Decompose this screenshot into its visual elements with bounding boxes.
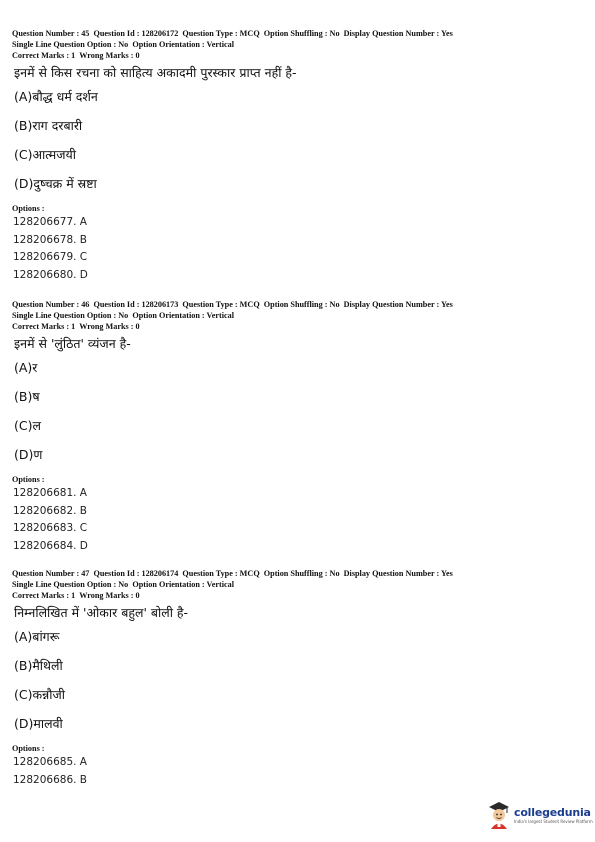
graduate-mascot-icon (488, 800, 510, 830)
question-block-46 (12, 299, 584, 555)
question-stem: इनमें से किस रचना को साहित्य अकादमी पुरस्कार प्राप्त नहीं है- (14, 65, 297, 80)
answer-option: (C)कन्नौजी (14, 687, 65, 702)
option-id: 128206680. D (13, 268, 88, 281)
answer-option: (C)आत्मजयी (14, 147, 77, 162)
option-id: 128206679. C (13, 251, 88, 263)
logo-name: collegedunia (514, 806, 591, 819)
answer-option: (C)ल (14, 418, 41, 433)
question-meta-line: Single Line Question Option : No Option Orientation : Vertical (12, 311, 234, 320)
question-meta-line: Single Line Question Option : No Option Orientation : Vertical (12, 40, 234, 49)
answer-option: (A)बौद्ध धर्म दर्शन (14, 89, 98, 104)
option-id: 128206681. A (13, 487, 87, 499)
option-id: 128206677. A (13, 216, 87, 228)
question-marks: Correct Marks : 1 Wrong Marks : 0 (12, 51, 140, 60)
answer-option: (D)दुष्चक्र में स्रष्टा (14, 176, 97, 191)
option-id: 128206686. B (13, 773, 88, 786)
collegedunia-logo[interactable] (488, 800, 593, 830)
answer-option: (D)मालवी (14, 716, 63, 731)
options-label: Options : (12, 475, 45, 484)
option-id: 128206685. A (13, 756, 87, 768)
question-meta-line: Question Number : 46 Question Id : 128206173 Question Type : MCQ Option Shuffling : No Display Question Number : Yes (12, 300, 453, 309)
option-id: 128206684. D (13, 539, 88, 552)
option-id: 128206678. B (13, 233, 88, 246)
answer-option: (D)ण (14, 447, 43, 462)
question-stem: इनमें से 'लुंठित' व्यंजन है- (14, 336, 131, 351)
options-label: Options : (12, 744, 45, 753)
spacer (12, 555, 584, 568)
question-meta-line: Question Number : 45 Question Id : 128206172 Question Type : MCQ Option Shuffling : No Display Question Number : Yes (12, 29, 453, 38)
spacer (12, 284, 584, 299)
question-paper (12, 28, 584, 789)
logo-tagline: India's largest Student Review Platform (514, 819, 593, 824)
question-stem: निम्नलिखित में 'ओकार बहुल' बोली है- (14, 605, 189, 620)
question-meta-line: Single Line Question Option : No Option Orientation : Vertical (12, 580, 234, 589)
answer-option: (B)ष (14, 389, 40, 404)
question-marks: Correct Marks : 1 Wrong Marks : 0 (12, 591, 140, 600)
option-id: 128206682. B (13, 504, 88, 517)
answer-option: (A)बांगरू (14, 629, 60, 644)
question-meta-line: Question Number : 47 Question Id : 128206174 Question Type : MCQ Option Shuffling : No Display Question Number : Yes (12, 569, 453, 578)
question-marks: Correct Marks : 1 Wrong Marks : 0 (12, 322, 140, 331)
answer-option: (B)मैथिली (14, 658, 63, 673)
option-id: 128206683. C (13, 522, 88, 534)
options-label: Options : (12, 204, 45, 213)
answer-option: (B)राग दरबारी (14, 118, 83, 133)
question-block-47 (12, 568, 584, 789)
question-block-45 (12, 28, 584, 284)
answer-option: (A)र (14, 360, 38, 375)
